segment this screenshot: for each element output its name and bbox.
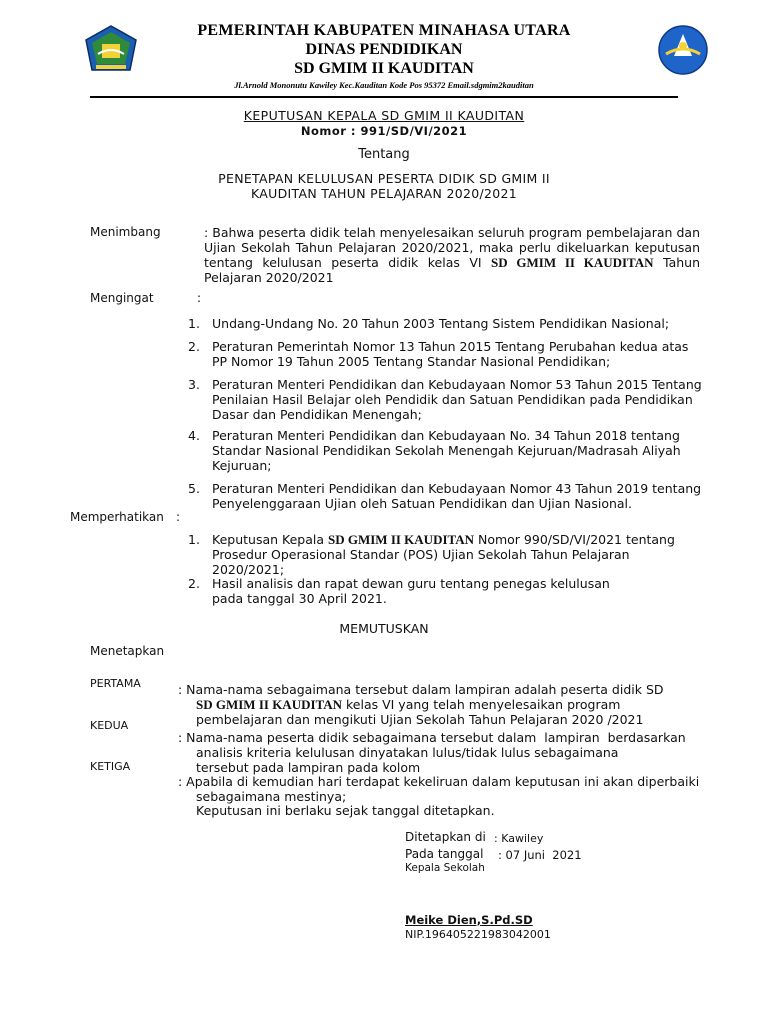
mengingat-item-3: Peraturan Menteri Pendidikan dan Kebudayaan Nomor 53 Tahun 2015 Tentang Penilaian Hasil Belajar oleh Pendidik dan Satuan Pendidikan pada Pendidikan Dasar dan Pendidikan Menengah; — [212, 377, 702, 422]
decree-number: Nomor : 991/SD/VI/2021 — [300, 124, 468, 138]
decree-subject-line2: KAUDITAN TAHUN PELAJARAN 2020/2021 — [251, 186, 517, 201]
jabatan: Kepala Sekolah — [405, 862, 485, 874]
decree-subject-line1: PENETAPAN KELULUSAN PESERTA DIDIK SD GMIM II — [218, 171, 550, 186]
mengingat-num-1: 1. — [188, 316, 200, 331]
kedua-text-rest: analisis kriteria kelulusan dinyatakan lulus/tidak lulus sebagaimana tersebut pada lampiran pada kolom — [196, 745, 619, 775]
memperhatikan-item-1-pre: Keputusan Kepala — [212, 532, 328, 547]
menetapkan-label: Menetapkan — [90, 644, 165, 658]
ketiga-text-line2: sebagaimana mestinya; — [196, 789, 347, 804]
mengingat-item-5: Peraturan Menteri Pendidikan dan Kebudayaan Nomor 43 Tahun 2019 tentang Penyelenggaraan Ujian oleh Satuan Pendidikan dan Ujian Nasional. — [212, 481, 702, 511]
memperhatikan-school-bold: SD GMIM II KAUDITAN — [327, 532, 474, 547]
ketiga-text-line3: Keputusan ini berlaku sejak tanggal ditetapkan. — [196, 803, 495, 818]
decree-title: KEPUTUSAN KEPALA SD GMIM II KAUDITAN — [243, 108, 525, 123]
mengingat-num-2: 2. — [188, 339, 200, 354]
ditetapkan-value: : Kawiley — [494, 832, 544, 845]
tanggal-label: Pada tanggal — [405, 847, 484, 861]
ditetapkan-label: Ditetapkan di — [405, 830, 486, 844]
memperhatikan-item-2: Hasil analisis dan rapat dewan guru tentang penegas kelulusan pada tanggal 30 April 2021. — [212, 576, 610, 606]
signatory-nip: NIP.196405221983042001 — [405, 928, 551, 941]
decree-tentang: Tentang — [358, 147, 410, 162]
menimbang-text-post: Tahun Pelajaran 2020/2021 — [204, 255, 701, 285]
school-address: Jl.Arnold Mononutu Kawiley Kec.Kauditan Kode Pos 95372 Email.sdgmim2kauditan — [234, 80, 534, 90]
menimbang-text — [204, 225, 700, 285]
pertama-text-rest — [196, 697, 666, 727]
mengingat-item-1: Undang-Undang No. 20 Tahun 2003 Tentang Sistem Pendidikan Nasional; — [212, 316, 670, 331]
kedua-text-line1: : Nama-nama peserta didik sebagaimana tersebut dalam lampiran berdasarkan — [178, 730, 686, 745]
signatory-name: Meike Dien,S.Pd.SD — [405, 913, 533, 927]
memperhatikan-num-1: 1. — [188, 532, 200, 547]
school-name: SD GMIM II KAUDITAN — [294, 60, 474, 77]
memutuskan-heading: MEMUTUSKAN — [339, 621, 429, 636]
memperhatikan-item-1-post: Nomor 990/SD/VI/2021 tentang Prosedur Operasional Standar (POS) Ujian Sekolah Tahun Pelajaran 2020/2021; — [212, 532, 675, 577]
government-name: PEMERINTAH KABUPATEN MINAHASA UTARA — [197, 22, 571, 39]
mengingat-colon: : — [197, 291, 202, 305]
pertama-school-bold: SD GMIM II KAUDITAN — [196, 697, 343, 712]
memperhatikan-colon: : — [176, 510, 181, 524]
mengingat-item-4: Peraturan Menteri Pendidikan dan Kebudayaan No. 34 Tahun 2018 tentang Standar Nasional Pendidikan Sekolah Menengah Kejuruan/Madrasah Aliyah Kejuruan; — [212, 428, 681, 473]
pertama-label: PERTAMA — [90, 677, 141, 690]
mengingat-num-5: 5. — [188, 481, 200, 496]
mengingat-item-2: Peraturan Pemerintah Nomor 13 Tahun 2015 Tentang Perubahan kedua atas PP Nomor 19 Tahun 2005 Tentang Standar Nasional Pendidikan; — [212, 339, 689, 369]
menimbang-school-bold: SD GMIM II KAUDITAN — [491, 255, 654, 270]
mengingat-num-3: 3. — [188, 377, 200, 392]
menimbang-text-pre: : Bahwa peserta didik telah menyelesaikan seluruh program pembelajaran dan Ujian Sekolah Tahun Pelajaran 2020/2021, maka perlu dikeluarkan keputusan tentang kelulusan peserta didik kelas VI — [204, 225, 700, 270]
memperhatikan-label: Memperhatikan — [70, 510, 164, 524]
memperhatikan-item-1 — [212, 532, 692, 577]
kedua-label: KEDUA — [90, 719, 129, 732]
pertama-text-post: kelas VI yang telah menyelesaikan program pembelajaran dan mengikuti Ujian Sekolah Tahun Pelajaran 2020 /2021 — [196, 697, 644, 727]
ketiga-label: KETIGA — [90, 760, 131, 773]
header-divider — [90, 96, 678, 98]
pertama-text-line1: : Nama-nama sebagaimana tersebut dalam lampiran adalah peserta didik SD — [178, 682, 664, 697]
tanggal-value: : 07 Juni 2021 — [498, 848, 582, 862]
mengingat-num-4: 4. — [188, 428, 200, 443]
menimbang-label: Menimbang — [90, 225, 161, 239]
memperhatikan-num-2: 2. — [188, 576, 200, 591]
department-name: DINAS PENDIDIKAN — [305, 41, 463, 58]
mengingat-label: Mengingat — [90, 291, 154, 305]
ketiga-text-line1: : Apabila di kemudian hari terdapat kekeliruan dalam keputusan ini akan diperbaiki — [178, 774, 700, 789]
